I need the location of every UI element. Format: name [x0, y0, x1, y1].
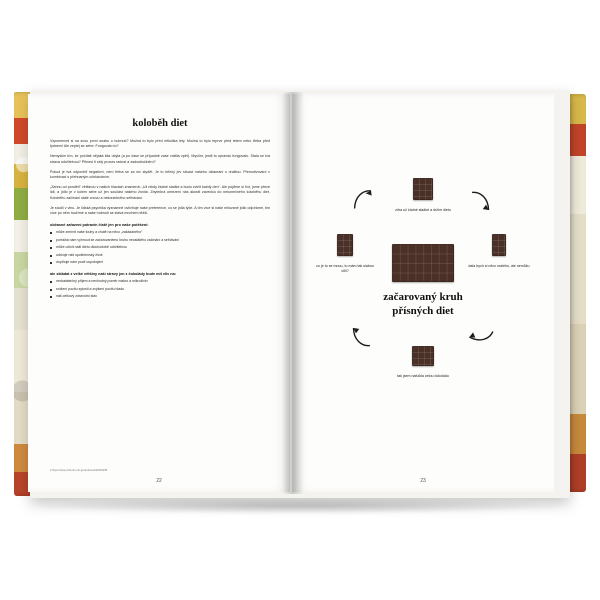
chocolate-bar-icon: [412, 346, 434, 366]
list-item: doplňuje nám pocit uspokojení: [50, 260, 270, 265]
vicious-circle-diagram: [292, 94, 554, 492]
list-item: může učinit naši dietu dlouhodobě udržitelnou: [50, 245, 270, 250]
open-book: [14, 90, 586, 510]
page-number-right: 23: [420, 478, 426, 484]
chocolate-bar-icon: [413, 178, 433, 200]
list-heading-benefits: občasné zařazení potravin čistě jen pro naše potěšení:: [50, 223, 149, 228]
diagram-node-top: [392, 178, 454, 213]
diagram-node-caption: dala bych si něco malého, ale nemůžu: [468, 264, 530, 268]
list-item: snížení pocitu sytosti a zvýšení pocitu hladu: [50, 287, 270, 292]
paragraph: Je studií v vinu. Je lidská psychika významně ovlivňuje naše preference, co se jídla týče. A tím více si naše milované jídlo odpíráme, tím více po něm toužíme a naše hubnutí se stává mnohem těžší.: [50, 205, 270, 216]
paragraph: Nemyslím tím, že počítáš nějaká kila ubyla (a po čase se případně zase vrátila zpět). Myslím, jestli to opravdu fungovalo. Stala se tvá strava udržitelnou? Přinesl ti celý proces radost a zadostiučinění?: [50, 154, 270, 164]
arrow-bottom-left-icon: [345, 323, 377, 352]
list-item: pomáhá nám vyhnout se začarovanému kruhu neustálého začínání a selhávání: [50, 238, 270, 243]
diagram-center-label: [348, 290, 498, 318]
center-label-line-1: začarovaný kruh: [383, 291, 463, 303]
list-heading-risks: ale skládat z velké většiny naší stravy jen z čokolády bude mít vliv na:: [50, 272, 176, 277]
center-chocolate-bar-icon: [392, 244, 454, 287]
paragraph: Pokud je tvá odpověď negativní, není třeba se za nic stydět. Je to běžný jev situaci našeho oklamání s realitou. Přemotivování v kombinaci s přehnaným očekáváním.: [50, 169, 270, 180]
list-item: může zmírnit naše touhy a chutě na něco „zakázaného“: [50, 230, 270, 235]
chocolate-bar-full-icon: [392, 244, 454, 282]
diagram-node-bottom: [392, 346, 454, 379]
left-page: [28, 94, 290, 492]
footnote: 2 https://www.ncbi.nlm.nih.gov/pubmed/22534295: [50, 469, 108, 472]
list-item: nedostatečný příjem a nevhodný poměr makro a mikroživin: [50, 279, 270, 284]
diagram-node-right: [468, 234, 530, 269]
chocolate-bar-icon: [492, 234, 506, 256]
arrow-top-right-icon: [465, 187, 497, 216]
list-item: udržuje náš společenský život: [50, 253, 270, 258]
chapter-title: koloběh diet: [132, 118, 188, 129]
book-cover-right-edge: [568, 94, 586, 492]
chocolate-bar-icon: [337, 234, 353, 256]
paragraph: „Zahnu od pondělí“ většinou v našich hlavách znamená: „Už nikdy žádné sladké a budu cvičit každý den“. Ale pojďme si říct, jsme přece lidi, a jídlo je v kolem sebe už jen součást našeho života. Zbytečná omezení nás akorát zavedou do nekonečného koloběhu diet. Koloběhu začínání stále znovu a nekonečného selhávání.: [50, 185, 270, 200]
diagram-node-caption: co je to se mnou, to mám tak slabou vůli?: [316, 264, 374, 273]
paragraph: Vzpomeneš si na svou první snahu o hubnutí? Možná to bylo před několika lety. Možná to bylo teprve před letem nebo třeba před týdnem! Ale zeptej se sebe: Fungovalo to?: [50, 139, 270, 149]
diagram-node-caption: tak jsem nafúčila celou čokoládu: [397, 374, 449, 378]
diagram-node-caption: zítra už žádné sladké a držím dietu: [395, 208, 451, 212]
benefits-list: [50, 230, 270, 265]
page-number-left: 22: [156, 478, 162, 484]
list-item: náš celkový zdravotní stav: [50, 294, 270, 299]
right-page: [292, 94, 554, 492]
diagram-node-left: [314, 234, 376, 274]
center-label-line-2: přísných diet: [392, 305, 454, 317]
risks-list: [50, 279, 270, 299]
arrow-bottom-right-icon: [465, 321, 497, 350]
arrow-top-left-icon: [347, 185, 379, 214]
